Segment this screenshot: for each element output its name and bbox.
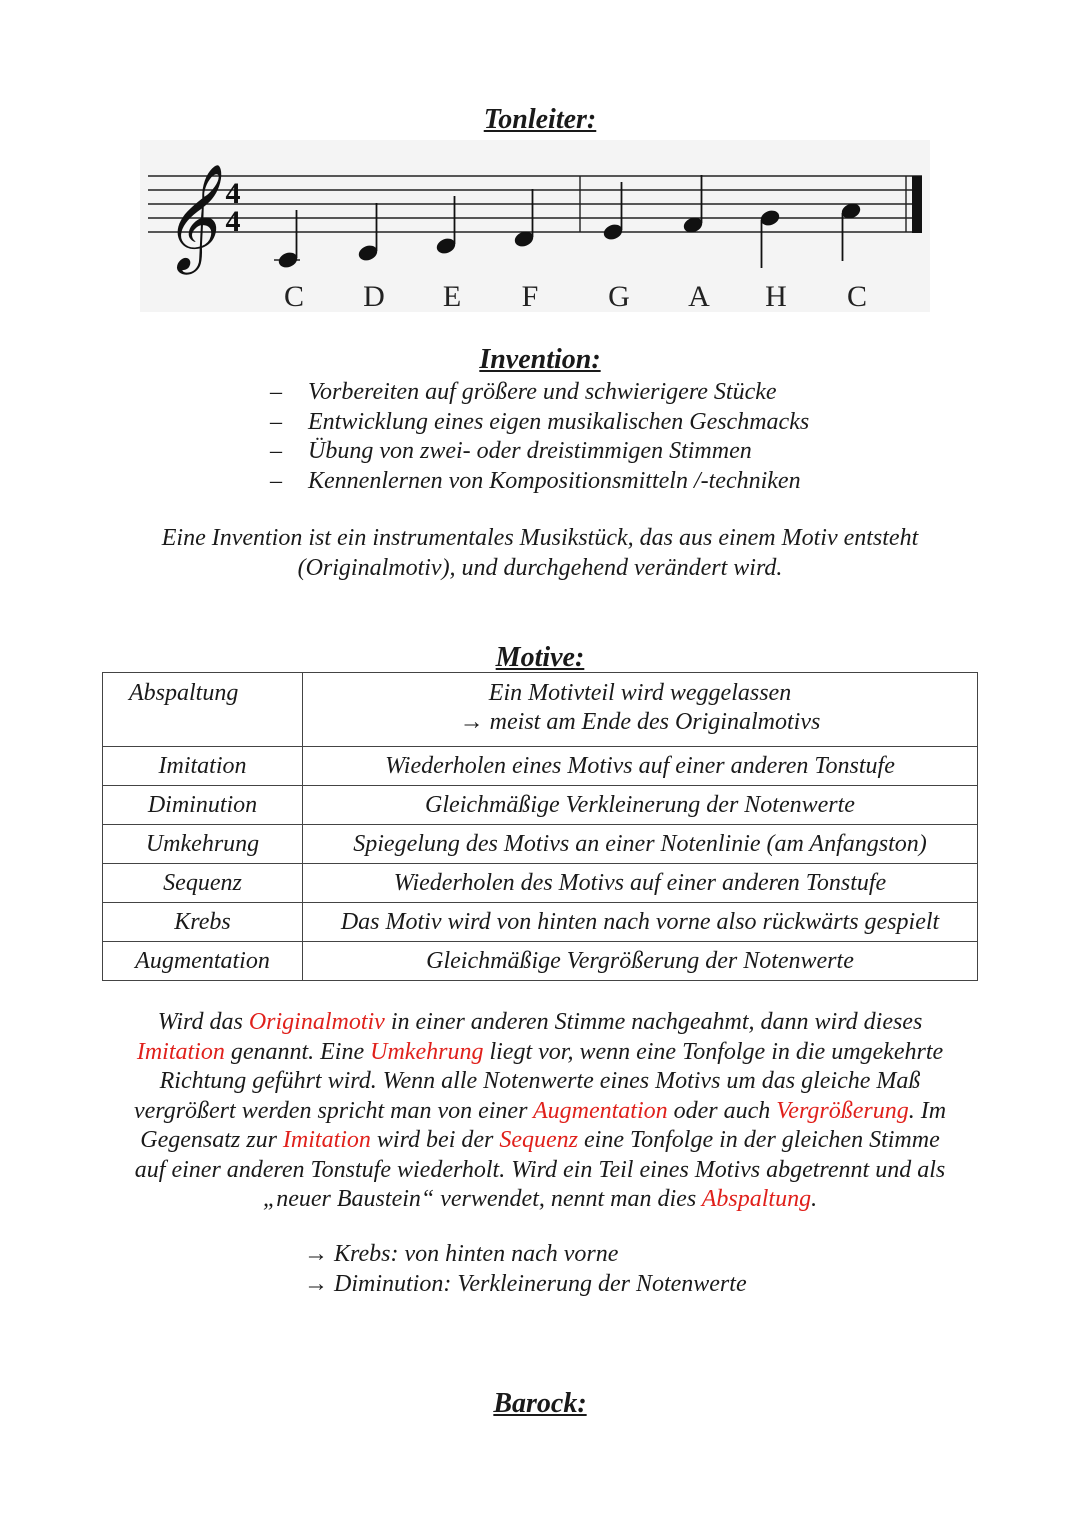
text-run: . Im (908, 1097, 947, 1124)
description-cell: Wiederholen des Motivs auf einer anderen Tonstufe (303, 864, 978, 903)
text-run: vergrößert werden spricht man von einer (133, 1097, 533, 1124)
highlighted-term: Augmentation (532, 1097, 668, 1124)
note-name-label: F (521, 280, 539, 312)
time-signature-top: 4 (225, 177, 241, 210)
motive-table (102, 672, 978, 981)
text-run: Gegensatz zur (140, 1127, 283, 1153)
bullet-text: Entwicklung eines eigen musikalischen Geschmacks (308, 408, 810, 435)
text-run: oder auch (667, 1097, 777, 1124)
table-row (103, 747, 978, 786)
text-run: genannt. Eine (224, 1038, 371, 1065)
list-item: – Kennenlernen von Kompositionsmitteln /-techniken (270, 467, 801, 494)
note-name-label: D (363, 280, 385, 312)
description-cell: Gleichmäßige Vergrößerung der Notenwerte (303, 942, 978, 981)
arrow-notes (304, 1240, 747, 1299)
invention-bullet-list (270, 378, 809, 496)
explanation-line (96, 1097, 984, 1127)
text-run: wird bei der (370, 1127, 500, 1153)
highlighted-term: Originalmotiv (248, 1009, 385, 1035)
note-name-label: H (765, 280, 787, 312)
highlighted-term: Imitation (136, 1038, 225, 1065)
barock-heading: Barock: (493, 1388, 587, 1419)
note-name-label: A (688, 280, 710, 312)
note-name-label: E (442, 280, 462, 312)
description-cell: Gleichmäßige Verkleinerung der Notenwerte (303, 786, 978, 825)
explanation-line (96, 1126, 984, 1156)
definition-line: (Originalmotiv), und durchgehend verändert wird. (297, 554, 783, 581)
description-cell: Spiegelung des Motivs an einer Notenlinie (am Anfangston) (303, 825, 978, 864)
table-row (103, 825, 978, 864)
term-cell: Diminution (103, 786, 303, 825)
motive-heading: Motive: (495, 642, 585, 673)
bullet-text: Kennenlernen von Kompositionsmitteln /-techniken (308, 467, 801, 494)
text-run: „neuer Baustein“ verwendet, nennt man dies (262, 1186, 702, 1212)
list-item: – Entwicklung eines eigen musikalischen Geschmacks (270, 408, 810, 435)
list-item: – Übung von zwei- oder dreistimmigen Stimmen (270, 438, 752, 464)
explanation-line (96, 1185, 984, 1215)
invention-definition (100, 524, 980, 583)
final-barline (912, 176, 922, 233)
term-cell: Sequenz (103, 864, 303, 903)
highlighted-term: Vergrößerung (776, 1097, 909, 1124)
explanation-line: auf einer anderen Tonstufe wiederholt. Wird ein Teil eines Motivs abgetrennt und als (134, 1156, 946, 1183)
description-line: Ein Motivteil wird weggelassen (488, 680, 792, 706)
explanation-line: Richtung geführt wird. Wenn alle Notenwerte eines Motivs um das gleiche Maß (159, 1068, 921, 1094)
scale-heading: Tonleiter: (483, 104, 597, 135)
term-cell: Umkehrung (103, 825, 303, 864)
text-run: eine Tonfolge in der gleichen Stimme (578, 1127, 940, 1153)
text-run: in einer anderen Stimme nachgeahmt, dann wird dieses (384, 1009, 923, 1035)
highlighted-term: Umkehrung (370, 1038, 484, 1065)
text-run: . (811, 1186, 818, 1212)
table-row (103, 786, 978, 825)
motive-explanation (96, 1008, 984, 1215)
term-cell: Augmentation (103, 942, 303, 981)
table-row (103, 864, 978, 903)
definition-line: Eine Invention ist ein instrumentales Musikstück, das aus einem Motiv entsteht (161, 525, 919, 551)
note-line: → Diminution: Verkleinerung der Notenwerte (304, 1270, 747, 1297)
highlighted-term: Sequenz (499, 1127, 579, 1153)
note-name-label: C (283, 280, 305, 312)
term-cell: Abspaltung (103, 673, 303, 747)
note-name-label: G (608, 280, 630, 312)
term-cell: Imitation (103, 747, 303, 786)
description-line: → meist am Ende des Originalmotivs (459, 709, 821, 735)
invention-heading: Invention: (479, 344, 601, 375)
table-row (103, 942, 978, 981)
list-item: – Vorbereiten auf größere und schwierigere Stücke (270, 379, 777, 405)
music-staff (140, 140, 930, 312)
bullet-text: Übung von zwei- oder dreistimmigen Stimmen (308, 438, 752, 464)
time-signature-bottom: 4 (225, 205, 241, 238)
bullet-text: Vorbereiten auf größere und schwierigere Stücke (308, 379, 777, 405)
text-run: liegt vor, wenn eine Tonfolge in die umgekehrte (483, 1038, 944, 1065)
term-cell: Krebs (103, 903, 303, 942)
highlighted-term: Abspaltung (701, 1186, 812, 1212)
description-cell: Wiederholen eines Motivs auf einer anderen Tonstufe (303, 747, 978, 786)
explanation-line (96, 1038, 984, 1068)
note-line: → Krebs: von hinten nach vorne (304, 1241, 619, 1267)
text-run: Wird das (157, 1009, 249, 1035)
treble-clef-icon: 𝄞 (162, 163, 217, 270)
explanation-line (96, 1008, 984, 1038)
table-row (103, 903, 978, 942)
table-row (103, 673, 978, 747)
note-name-label: C (846, 280, 868, 312)
description-cell (303, 673, 978, 747)
highlighted-term: Imitation (282, 1127, 371, 1153)
description-cell: Das Motiv wird von hinten nach vorne also rückwärts gespielt (303, 903, 978, 942)
scale-staff-drawing (140, 140, 930, 312)
